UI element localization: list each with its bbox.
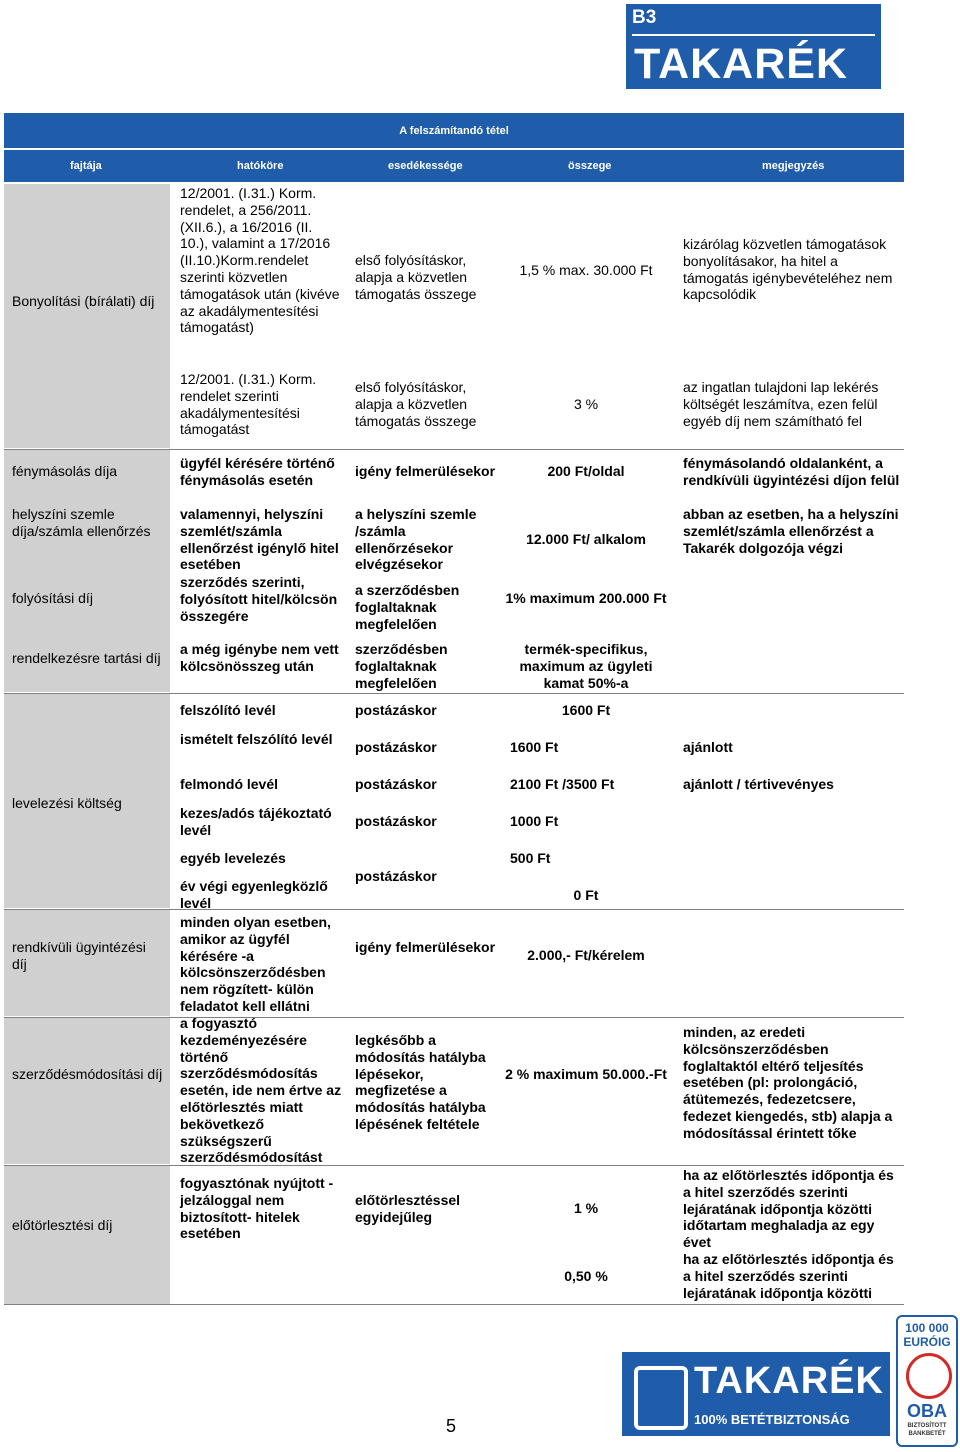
- label-bonyolitasi: Bonyolítási (bírálati) díj: [12, 293, 155, 309]
- left-cell-szerzodesmod: [4, 1018, 172, 1164]
- oba-name: OBA: [907, 1401, 947, 1421]
- r3-due: igény felmerülésekor: [355, 463, 496, 479]
- r9-amount: 1 %: [573, 1200, 599, 1216]
- oba-amount: 100 000: [905, 1321, 949, 1335]
- row-divider: [4, 449, 904, 450]
- oba-line1: BIZTOSÍTOTT: [907, 1423, 947, 1429]
- col-header-fajtaja: fajtája: [70, 160, 102, 172]
- row-divider: [4, 693, 904, 694]
- r9-note: ha az előtörlesztés időpontja és a hitel szerződés szerinti lejáratának időpontja közötti időtartam meghaladja az egy évet: [683, 1167, 894, 1251]
- r3-scope: ügyfél kérésére történő fénymásolás esetén: [180, 455, 335, 488]
- row-divider: [4, 1304, 904, 1305]
- row-divider: [4, 1017, 904, 1018]
- takarek-mark-icon: [634, 1366, 688, 1430]
- oba-currency: EURÓIG: [903, 1335, 951, 1349]
- r10-note: ha az előtörlesztés időpontja és a hitel szerződés szerinti lejáratának időpontja közötti: [683, 1251, 894, 1301]
- lev3-note: ajánlott / tértivevényes: [683, 776, 834, 792]
- label-levelezesi: levelezési költség: [12, 795, 122, 811]
- lev6-amount: 0 Ft: [573, 887, 599, 903]
- r6-amount: termék-specifikus, maximum az ügyleti kamat 50%-a: [519, 641, 653, 691]
- r6-due: szerződésben foglaltaknak megfelelően: [355, 641, 448, 691]
- lev4-due: postázáskor: [355, 813, 437, 829]
- takarek-footer-logo: [622, 1352, 890, 1436]
- lev6-scope: év végi egyenlegközlő levél: [180, 878, 328, 911]
- label-helyszini: helyszíni szemle díja/számla ellenőrzés: [12, 506, 151, 539]
- table-title-bar: [4, 113, 904, 148]
- label-elotorleszt: előtörlesztési díj: [12, 1217, 113, 1233]
- lev1-scope: felszólító levél: [180, 702, 276, 718]
- page-number: 5: [446, 1416, 457, 1436]
- r4-scope: valamennyi, helyszíni szemlét/számla ellenőrzést igénylő hitel esetében: [180, 506, 339, 573]
- label-folyositasi: folyósítási díj: [12, 590, 93, 606]
- r10-amount: 0,50 %: [564, 1268, 608, 1284]
- lev1-amount: 1600 Ft: [561, 702, 611, 718]
- r2-note: az ingatlan tulajdoni lap lekérés költségét leszámítva, ezen felül egyéb díj nem számítható fel: [683, 379, 879, 429]
- lev4-amount: 1000 Ft: [510, 813, 559, 829]
- r4-note: abban az esetben, ha a helyszíni szemlét/számla ellenőrzést a Takarék dolgozója végzi: [683, 506, 899, 556]
- lev5-scope: egyéb levelezés: [180, 850, 286, 866]
- r9-due: előtörlesztéssel egyidejűleg: [355, 1192, 461, 1225]
- r8-note: minden, az eredeti kölcsönszerződésben foglaltaktól eltérő teljesítés esetében (pl: prolongáció, átütemezés, fedezetcsere, fedezet kiengedés, stb) alapja a módosítással érintett tőke: [683, 1024, 893, 1141]
- r4-due: a helyszíni szemle /számla ellenőrzésekor elvégzésekor: [355, 506, 477, 573]
- r2-scope: 12/2001. (I.31.) Korm. rendelet szerinti akadálymentesítési támogatást: [180, 371, 317, 438]
- lev3-due: postázáskor: [355, 776, 437, 792]
- r3-amount: 200 Ft/oldal: [547, 463, 625, 479]
- lev2-amount: 1600 Ft: [510, 739, 559, 755]
- r7-amount: 2.000,- Ft/kérelem: [527, 947, 645, 963]
- lev2-scope: ismételt felszólító levél: [180, 731, 333, 747]
- column-header-bar: [4, 150, 904, 182]
- left-cell-bonyolitasi: [4, 184, 172, 448]
- lev2-note: ajánlott: [683, 739, 733, 755]
- table-title: A felszámítandó tétel: [399, 124, 509, 137]
- row-divider: [4, 1165, 904, 1166]
- row-divider: [4, 909, 904, 910]
- lev2-due: postázáskor: [355, 739, 437, 755]
- footer-logo-name: TAKARÉK: [694, 1360, 884, 1402]
- r1-amount: 1,5 % max. 30.000 Ft: [519, 262, 653, 278]
- oba-line2: BANKBETÉT: [908, 1431, 946, 1437]
- footer-logo-subtitle: 100% BETÉTBIZTONSÁG: [694, 1412, 850, 1427]
- label-fenymasolas: fénymásolás díja: [12, 463, 118, 479]
- r7-scope: minden olyan esetben, amikor az ügyfél kérésére -a kölcsönszerződésben nem rögzített- külön feladatot kell ellátni: [180, 914, 331, 1014]
- lev4-scope: kezes/adós tájékoztató levél: [180, 805, 332, 838]
- logo-b3: B3: [632, 7, 657, 28]
- r7-due: igény felmerülésekor: [355, 939, 496, 955]
- r8-due: legkésőbb a módosítás hatályba lépésekor, megfizetése a módosítás hatályba lépésének feltétele: [355, 1032, 486, 1132]
- takarek-logo: [626, 4, 881, 89]
- r5-due: a szerződésben foglaltaknak megfelelően: [355, 582, 460, 632]
- r5-scope: szerződés szerinti, folyósított hitel/kölcsön összegére: [180, 574, 338, 624]
- r6-scope: a még igénybe nem vett kölcsönösszeg után: [180, 641, 339, 674]
- r4-amount: 12.000 Ft/ alkalom: [526, 531, 646, 547]
- logo-name: TAKARÉK: [634, 40, 849, 88]
- r5-amount: 1% maximum 200.000 Ft: [505, 590, 667, 606]
- lev3-scope: felmondó levél: [180, 776, 279, 792]
- label-rendelkezesre: rendelkezésre tartási díj: [12, 650, 161, 666]
- r8-scope: a fogyasztó kezdeményezésére történő szerződésmódosítás esetén, ide nem értve az előtörlesztés miatt bekövetkező szükségszerű szerződésmódosítást: [180, 1015, 342, 1166]
- r8-amount: 2 % maximum 50.000.-Ft: [505, 1066, 667, 1082]
- r9-scope: fogyasztónak nyújtott -jelzáloggal nem biztosított- hitelek esetében: [180, 1175, 334, 1242]
- col-header-hatokore: hatóköre: [237, 160, 284, 172]
- r1-scope: 12/2001. (I.31.) Korm. rendelet, a 256/2011. (XII.6.), a 16/2016 (II. 10.), valamint a 17/2016 (II.10.)Korm.rendelet szerinti közvetlen támogatások után (kivéve az akadálymentesítési támogatást): [180, 185, 340, 336]
- oba-circle-icon: [906, 1353, 952, 1399]
- r2-amount: 3 %: [573, 396, 599, 412]
- col-header-osszege: összege: [568, 160, 612, 172]
- lev5-amount: 500 Ft: [510, 850, 551, 866]
- lev3-amount: 2100 Ft /3500 Ft: [510, 776, 615, 792]
- logo-divider: [632, 34, 875, 36]
- label-rendkivuli: rendkívüli ügyintézési díj: [12, 939, 146, 972]
- label-szerzodesmod: szerződésmódosítási díj: [12, 1066, 163, 1082]
- r2-due: első folyósításkor, alapja a közvetlen támogatás összege: [355, 379, 477, 429]
- left-cell-elotorleszt: [4, 1166, 172, 1304]
- col-header-megjegyzes: megjegyzés: [762, 160, 825, 172]
- r1-note: kizárólag közvetlen támogatások bonyolításakor, ha hitel a támogatás igénybevételéhez nem kapcsolódik: [683, 236, 893, 303]
- col-header-esedekessege: esedékessége: [388, 160, 463, 172]
- lev6-due: postázáskor: [355, 868, 437, 884]
- r1-due: első folyósításkor, alapja a közvetlen támogatás összege: [355, 252, 477, 302]
- oba-badge: [896, 1315, 958, 1447]
- lev1-due: postázáskor: [355, 702, 437, 718]
- r3-note: fénymásolandó oldalanként, a rendkívüli ügyintézési díjon felül: [683, 455, 900, 488]
